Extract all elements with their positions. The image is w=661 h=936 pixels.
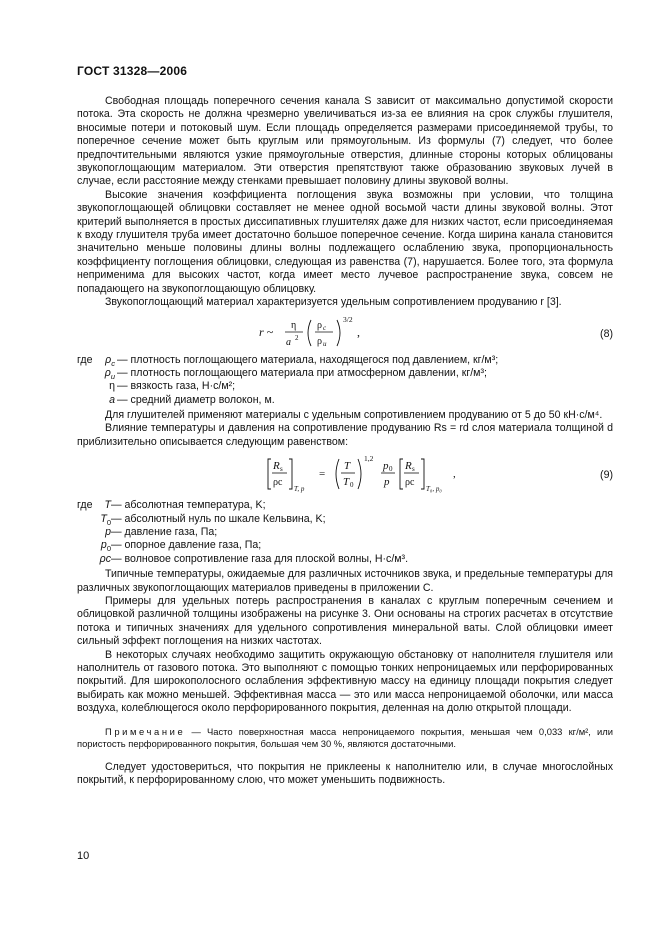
formula-9-T0-sub: 0 xyxy=(350,481,354,490)
definition-text: — абсолютная температура, K; xyxy=(111,499,266,512)
formula-9-T0: T xyxy=(343,476,350,489)
definitions-lead: где xyxy=(77,353,93,366)
definition-row xyxy=(77,539,613,552)
formula-8-rho-u: ρ xyxy=(317,335,322,347)
formula-9-rhoc2: ρc xyxy=(405,477,415,489)
definition-row xyxy=(77,513,613,526)
formula-9-R2-sub: s xyxy=(412,465,415,474)
formula-9-t0p0-sub: T₀, p₀ xyxy=(426,485,442,494)
formula-9-p0: p xyxy=(383,460,389,473)
formula-9 xyxy=(77,453,613,497)
formula-9-definitions xyxy=(77,499,613,566)
formula-8-rho-c: ρ xyxy=(317,319,322,331)
definition-row xyxy=(77,394,613,407)
definition-text: — плотность поглощающего материала при атмосферном давлении, кг/м³; xyxy=(117,366,487,379)
paragraph-3: Звукопоглощающий материал характеризуется удельным сопротивлением продуванию r [3]. xyxy=(105,296,562,309)
definition-text: — давление газа, Па; xyxy=(111,526,218,539)
formula-9-expression xyxy=(267,453,547,497)
definition-symbol: a xyxy=(109,393,115,406)
definition-row xyxy=(77,354,613,367)
formula-8-den-exponent: 2 xyxy=(295,333,299,342)
formula-8-denominator: a xyxy=(286,336,291,348)
definitions-lead: где xyxy=(77,499,93,512)
definition-text: — плотность поглощающего материала, находящегося под давлением, кг/м³; xyxy=(117,353,499,366)
note-text: — Часто поверхностная масса непроницаемого покрытия, меньшая чем 0,033 кг/м², или пористость перфорированного покрытия, большая чем 30 %, являются достаточными. xyxy=(77,725,613,750)
definition-symbol: T xyxy=(100,512,107,525)
formula-8-rho-u-sub: u xyxy=(323,339,327,348)
definition-text: — волновое сопротивление газа для плоской волны, Н·с/м³. xyxy=(111,552,409,565)
definition-row xyxy=(77,499,613,512)
document-body xyxy=(77,95,613,788)
formula-9-T: T xyxy=(344,460,351,473)
formula-8-rho-c-sub: c xyxy=(323,323,327,332)
definition-symbol: η xyxy=(109,380,115,393)
paragraph-7: Примеры для удельных потерь распространения в каналах с круглым поперечным сечением и облицовкой различной толщины изображены на рисунке 3. Они основаны на строгих расчетах в отсутствие потока и типичных значениях для удельного сопротивления минеральной ваты. Слой облицовки имеет сильный эффект поглощения на низких частотах. xyxy=(77,595,613,648)
paragraph-5: Влияние температуры и давления на сопротивление продуванию Rs = rd слоя материала толщиной d приблизительно описывается следующим равенством: xyxy=(77,422,613,448)
note-label: Примечание xyxy=(105,725,186,737)
formula-8 xyxy=(77,314,613,352)
formula-9-p: p xyxy=(384,476,390,489)
definition-symbol: T xyxy=(104,499,111,512)
formula-9-number: (9) xyxy=(600,469,613,482)
definition-row xyxy=(77,380,613,393)
formula-8-expression xyxy=(257,314,497,352)
formula-9-R2: R xyxy=(405,460,412,473)
paragraph-1: Свободная площадь поперечного сечения канала S зависит от максимально допустимой скорости потока. Эта скорость не должна чрезмерно увеличиваться из-за ее влияния на срок службы глушителя, вносимые потери и потоковый шум. Если площадь определяется размерами присоединяемой трубы, то поперечное сечение может быть круглым или прямоугольным. Из формулы (7) следует, что более предпочтительными являются узкие прямоугольные отверстия, длинные стороны которых облицованы звукопоглощающим материалом. Эти отверстия препятствуют также образованию звуковых лучей в случае, если расстояние между стенками превышает половину длины звуковой волны. xyxy=(77,95,613,188)
definition-subscript: 0 xyxy=(106,544,111,554)
definition-symbol: ρc xyxy=(99,552,111,565)
formula-9-R: R xyxy=(273,460,280,473)
definition-subscript: 0 xyxy=(106,517,111,527)
definition-subscript: u xyxy=(110,372,115,381)
definition-row xyxy=(77,553,613,566)
formula-9-tp-sub: T, p xyxy=(294,485,305,494)
formula-8-number: (8) xyxy=(600,327,613,340)
paragraph-6: Типичные температуры, ожидаемые для различных источников звука, и предельные температуры для различных звукопоглощающих материалов приведены в приложении С. xyxy=(77,568,613,594)
definition-symbol: p xyxy=(100,539,107,552)
document-header: ГОСТ 31328—2006 xyxy=(77,64,188,78)
definition-row xyxy=(77,367,613,380)
formula-8-lhs: r ~ xyxy=(259,324,274,339)
formula-8-definitions xyxy=(77,354,613,408)
paragraph-2: Высокие значения коэффициента поглощения звука возможны при условии, что толщина звукопоглощающей облицовки составляет не менее одной восьмой части длины звуковой волны. Этот критерий выполняется в простых диссипативных глушителях даже для низких частот, если присоединяемая к входу глушителя труба имеет достаточно большое поперечное сечение. Когда ширина канала становится значительно меньше половины длины волны подлежащего ослаблению звука, пропорциональность коэффициенту поглощения облицовки, следующая из равенства (7), нарушается. Более того, эта формула неприменима для высоких частот, когда имеет место лучевое распространение звука, совсем не попадающего на звукопоглощающую облицовку. xyxy=(77,188,613,295)
formula-8-numerator: η xyxy=(291,319,297,331)
formula-9-p0-sub: 0 xyxy=(389,465,393,474)
definition-text: — средний диаметр волокон, м. xyxy=(117,393,275,406)
definition-symbol: ρ xyxy=(105,353,112,366)
formula-9-power: 1,2 xyxy=(364,454,374,464)
paragraph-9: Следует удостовериться, что покрытия не приклеены к наполнителю или, в случае многослойных покрытий, к перфорированному слою, что может уменьшить подвижность. xyxy=(77,760,613,787)
definition-text: — вязкость газа, Н·с/м²; xyxy=(117,380,236,393)
formula-8-power: 3/2 xyxy=(343,314,353,324)
formula-9-comma: , xyxy=(453,468,456,481)
definition-row xyxy=(77,526,613,539)
formula-9-equals: = xyxy=(319,468,326,481)
formula-9-rhoc: ρc xyxy=(273,477,283,489)
definition-text: — абсолютный нуль по шкале Кельвина, K; xyxy=(111,512,326,525)
definition-text: — опорное давление газа, Па; xyxy=(111,539,262,552)
page-number: 10 xyxy=(77,850,90,862)
formula-8-comma: , xyxy=(357,324,360,339)
note xyxy=(77,726,613,751)
paragraph-4: Для глушителей применяют материалы с удельным сопротивлением продуванию от 5 до 50 кН·с/м⁴. xyxy=(105,409,603,422)
formula-9-R-sub: s xyxy=(280,465,283,474)
definition-symbol: p xyxy=(105,526,111,539)
paragraph-8: В некоторых случаях необходимо защитить окружающую обстановку от наполнителя глушителя или наполнитель от газового потока. Это выполняют с помощью тонких непроницаемых или перфорированных покрытий. Для широкополосного ослабления эффективную массу на единицу площади покрытия следует выбирать как можно меньшей. Эффективная масса — это или масса непроницаемой оболочки, или масса воздуха, колеблющегося около перфорированного покрытия, деленная на долю открытой площади. xyxy=(77,648,613,715)
definition-symbol: ρ xyxy=(104,366,111,379)
definition-subscript: c xyxy=(111,358,115,368)
